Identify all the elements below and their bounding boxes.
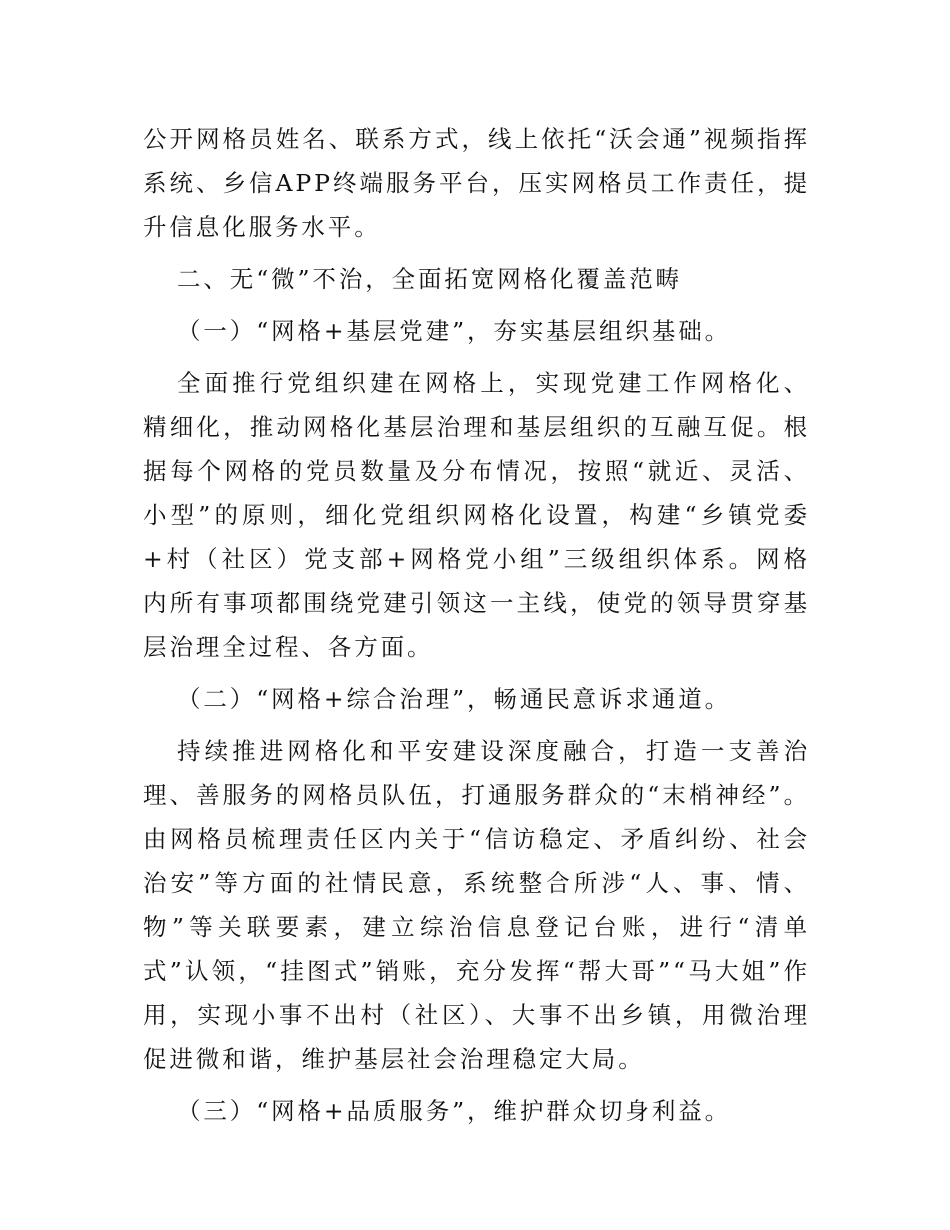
subsection-heading-1: （一）“网格+基层党建”，夯实基层组织基础。 xyxy=(177,317,732,345)
paragraph-comprehensive-governance: 持续推进网格化和平安建设深度融合，打造一支善治理、善服务的网格员队伍，打通服务群众的“末梢神经”。由网格员梳理责任区内关于“信访稳定、矛盾纠纷、社会治安”等方面的社情民意，系统整合所涉“人、事、情、物”等关联要素，建立综治信息登记台账，进行“清单式”认领，“挂图式”销账，充分发挥“帮大哥”“马大姐”作用，实现小事不出村（社区）、大事不出乡镇，用微治理促进微和谐，维护基层社会治理稳定大局。 xyxy=(143,737,810,1073)
document-body xyxy=(143,117,810,1133)
subsection-heading-2: （二）“网格+综合治理”，畅通民意诉求通道。 xyxy=(177,685,732,713)
paragraph-continuation: 公开网格员姓名、联系方式，线上依托“沃会通”视频指挥系统、乡信APP终端服务平台，压实网格员工作责任，提升信息化服务水平。 xyxy=(143,125,810,241)
subsection-heading-3: （三）“网格+品质服务”，维护群众切身利益。 xyxy=(177,1097,732,1125)
paragraph-party-building: 全面推行党组织建在网格上，实现党建工作网格化、精细化，推动网格化基层治理和基层组织的互融互促。根据每个网格的党员数量及分布情况，按照“就近、灵活、小型”的原则，细化党组织网格化设置，构建“乡镇党委+村（社区）党支部+网格党小组”三级组织体系。网格内所有事项都围绕党建引领这一主线，使党的领导贯穿基层治理全过程、各方面。 xyxy=(143,369,810,661)
section-heading-2: 二、无“微”不治，全面拓宽网格化覆盖范畴 xyxy=(177,265,683,293)
